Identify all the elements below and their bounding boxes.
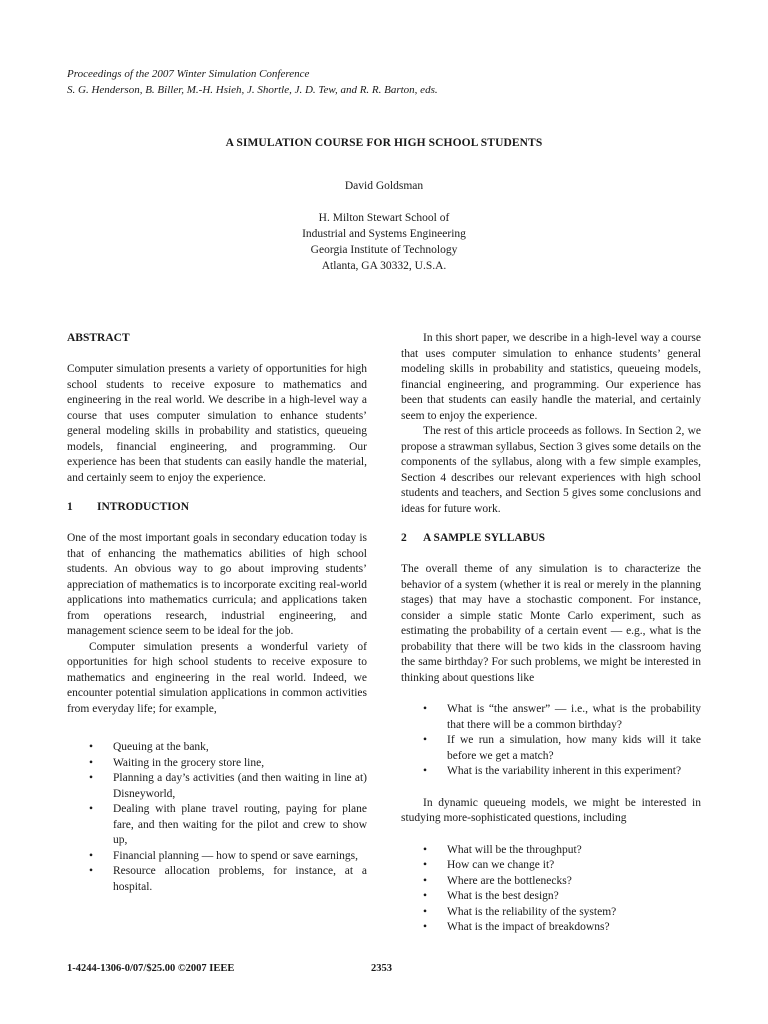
proceedings-header — [67, 66, 438, 98]
abstract-text: Computer simulation presents a variety of opportunities for high school students to receive exposure to mathematics and engineering in the real world. We describe in a high-level way a course that uses computer simulation to enhance students’ general modeling skills in probability and statistics, queueing models, financial engineering, and programming. Our experience has been that students can easily handle the material, and certainly seem to enjoy the experience. — [67, 363, 367, 484]
queueing-questions-list — [401, 843, 701, 936]
intro-paragraph-1: One of the most important goals in secondary education today is that of enhancing the mathematics abilities of high school students. An obvious way to go about improving students’ appreciation of mathematics is to incorporate exciting real-world applications into mathematics curricula; and applications taken from operations research, industrial engineering, and management science seem to be ideal for the job. — [67, 532, 367, 637]
affiliation-line: Atlanta, GA 30332, U.S.A. — [321, 260, 447, 272]
list-item: • Financial planning — how to spend or save earnings, — [67, 849, 367, 865]
affiliation-line: Georgia Institute of Technology — [310, 244, 458, 256]
bullet-icon: • — [423, 859, 428, 871]
affiliation — [0, 210, 768, 274]
list-item: • What is “the answer” — i.e., what is the probability that there will be a common birthday? — [423, 703, 701, 731]
section-1-heading — [67, 500, 367, 516]
list-item: • Waiting in the grocery store line, — [67, 756, 367, 772]
right-column — [401, 331, 701, 936]
left-column — [67, 331, 367, 895]
proceedings-line-1: Proceedings of the 2007 Winter Simulation Conference — [67, 68, 310, 80]
list-item: • How can we change it? — [401, 858, 701, 874]
affiliation-line: H. Milton Stewart School of — [318, 212, 450, 224]
section-title: INTRODUCTION — [97, 501, 190, 513]
list-item: • What is the impact of breakdowns? — [401, 920, 701, 936]
bullet-icon: • — [423, 874, 428, 887]
birthday-questions-list — [401, 702, 701, 780]
page-number: 2353 — [371, 963, 392, 974]
bullet-icon: • — [89, 865, 94, 877]
list-item: • Planning a day’s activities (and then waiting in line at) Disneyworld, — [89, 772, 367, 800]
list-item: • Where are the bottlenecks? — [401, 874, 701, 890]
abstract-heading: ABSTRACT — [67, 332, 130, 344]
list-item: • Dealing with plane travel routing, paying for plane fare, and then waiting for the pilot and crew to show up, — [89, 803, 367, 846]
section-title: A SAMPLE SYLLABUS — [423, 532, 546, 544]
bullet-icon: • — [89, 849, 94, 862]
bullet-icon: • — [423, 765, 428, 777]
list-item: • Resource allocation problems, for instance, at a hospital. — [89, 865, 367, 893]
bullet-icon: • — [89, 741, 94, 753]
bullet-icon: • — [423, 703, 428, 715]
list-item: • Queuing at the bank, — [67, 740, 367, 756]
bullet-icon: • — [423, 905, 428, 918]
bullet-icon: • — [423, 921, 428, 933]
bullet-icon: • — [89, 756, 94, 769]
affiliation-line: Industrial and Systems Engineering — [302, 228, 466, 240]
list-item: • If we run a simulation, how many kids will it take before we get a match? — [423, 734, 701, 762]
list-item: • What is the best design? — [401, 889, 701, 905]
outline-paragraph: The rest of this article proceeds as follows. In Section 2, we propose a strawman syllabus, Section 3 gives some details on the components of the syllabus, along with a few simple examples, Section 4 describes our relevant experiences with high school students and teachers, and Section 5 gives some conclusions and ideas for future work. — [401, 425, 701, 515]
copyright-notice: 1-4244-1306-0/07/$25.00 ©2007 IEEE — [67, 963, 235, 974]
section-number: 1 — [67, 501, 73, 513]
author-name: David Goldsman — [344, 180, 424, 192]
list-item: • What is the reliability of the system? — [401, 905, 701, 921]
bullet-icon: • — [89, 803, 94, 815]
list-item: • What will be the throughput? — [401, 843, 701, 859]
syllabus-paragraph-2: In dynamic queueing models, we might be interested in studying more-sophisticated questions, including — [401, 796, 701, 824]
example-activities-list — [67, 740, 367, 895]
section-2-heading — [401, 531, 701, 547]
list-item: • What is the variability inherent in this experiment? — [401, 764, 701, 780]
proceedings-editors: S. G. Henderson, B. Biller, M.-H. Hsieh, J. Shortle, J. D. Tew, and R. R. Barton, eds. — [67, 84, 438, 96]
bullet-icon: • — [423, 843, 428, 856]
bullet-icon: • — [423, 734, 428, 746]
bullet-icon: • — [89, 772, 94, 784]
intro-paragraph-2: Computer simulation presents a wonderful variety of opportunities for high school students to receive exposure to mathematics and engineering in the real world. Indeed, we encounter potential simulation applications in common activities from everyday life; for example, — [67, 640, 367, 715]
paper-title: A SIMULATION COURSE FOR HIGH SCHOOL STUDENTS — [225, 137, 543, 149]
bullet-icon: • — [423, 890, 428, 902]
syllabus-paragraph-1: The overall theme of any simulation is to characterize the behavior of a system (whether it is real or merely in the planning stages) that may have a stochastic component. For instance, consider a simple static Monte Carlo experiment, such as estimating the probability of a certain event — e.g., what is the probability that there will be two kids in the classroom having the same birthday? For such problems, we might be interested in thinking about questions like — [401, 563, 701, 684]
overview-paragraph: In this short paper, we describe in a high-level way a course that uses computer simulation to enhance students’ general modeling skills in probability and statistics, queueing models, financial engineering, and programming. Our experience has been that students can easily handle the material, and certainly seem to enjoy the experience. — [401, 332, 701, 422]
section-number: 2 — [401, 532, 407, 544]
